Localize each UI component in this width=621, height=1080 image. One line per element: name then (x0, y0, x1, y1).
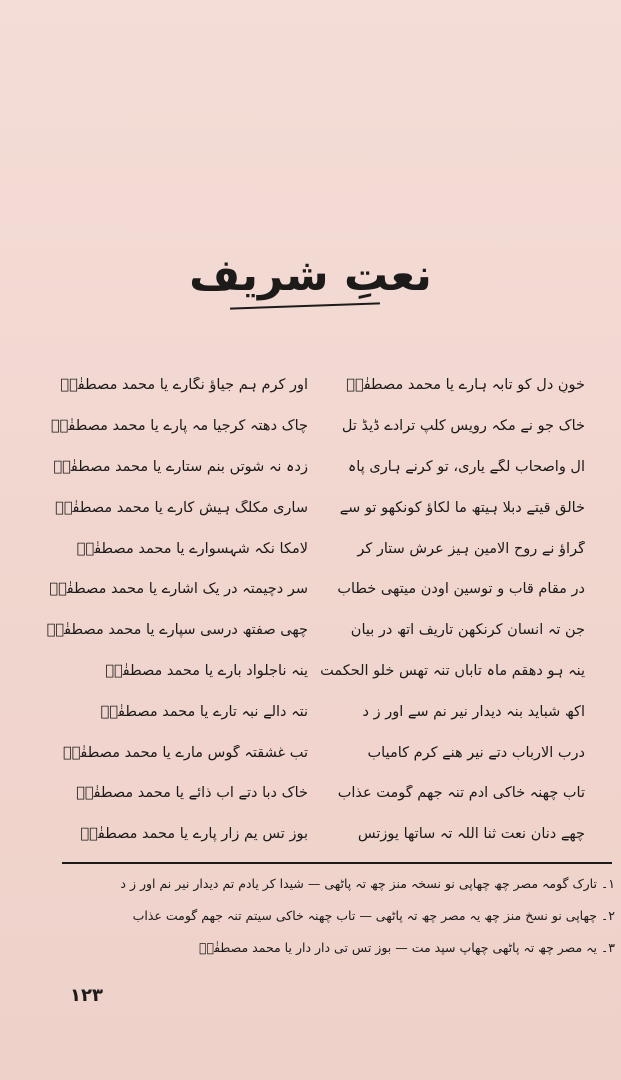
footnote-divider (62, 862, 612, 864)
couplet-first-line: ینہ ہو دھقم ماہ تاباں تنہ تھس خلو الحکمت (320, 662, 585, 679)
couplet-first-line: اکھ شباید بنہ دیدار نیر نم سے اور ز د (362, 703, 585, 720)
couplet-second-line: خاک دبا دتے آب ذائے یا محمد مصطفٰےؐ (76, 785, 308, 802)
page-title: نعتِ شریف (189, 250, 432, 301)
couplet-first-line: در مقام قاب و توسین اودن میتھی خطاب (337, 581, 585, 598)
footnote: ۲۔ چھاپی نو نسخ منز چھ یہ مصر چھ تہ پاٹھی — تاب چھنہ خاکی سیتم تنہ جھم گومت عذاب (132, 908, 615, 923)
couplet (40, 447, 585, 488)
footnotes (60, 868, 615, 964)
couplet (40, 610, 585, 651)
couplet (40, 365, 585, 406)
couplet (40, 569, 585, 610)
couplet (40, 487, 585, 528)
couplet-second-line: نتہ دالے نبہ تارے یا محمد مصطفٰےؐ (100, 703, 308, 720)
couplet-first-line: گراؤ نے روح الامین ہیز عرش ستار کر (357, 540, 585, 557)
couplet-second-line: زدہ نہ شوتں بنم ستارے یا محمد مصطفٰےؐ (53, 458, 308, 475)
couplet-second-line: سر دچیمتہ در یک اشارے یا محمد مصطفٰےؐ (49, 581, 308, 598)
couplet (40, 651, 585, 692)
poem (40, 365, 585, 855)
couplet-second-line: اور کرم ہم جیاؤ نگارے یا محمد مصطفٰےؐ (60, 377, 308, 394)
couplet (40, 814, 585, 855)
couplet-first-line: درب الارباب دتے نیر ھنے کرم کامیاب (367, 744, 585, 761)
couplet-first-line: خاک جو نے مکہ رویس کلپ ترادے ڈیڈ تل (341, 418, 585, 435)
couplet-second-line: چھی صفتھ درسی سپارے یا محمد مصطفٰےؐ (46, 622, 308, 639)
title-underline (230, 302, 380, 309)
couplet-second-line: ساری مکلگ ہیش کارے یا محمد مصطفٰےؐ (55, 499, 308, 516)
footnote: ۳۔ یہ مصر چھ تہ پاٹھی چھاپ سپد مت — بوز تس تی دار دار یا محمد مصطفٰےؐ (199, 940, 615, 955)
footnote: ۱۔ تارک گومہ مصر چھ چھاپی نو نسخہ منز چھ تہ پاٹھی — شیدا کر یادم تم دیدار نیر نم اور ز د (120, 876, 615, 891)
couplet-second-line: بوز تس یم زار پارے یا محمد مصطفٰےؐ (80, 826, 308, 843)
couplet (40, 773, 585, 814)
couplet-first-line: جن تہ انسان کرنکھن تاریف اتھ در بیان (350, 622, 585, 639)
page-number: ۱۲۳ (70, 985, 103, 1006)
couplet (40, 528, 585, 569)
couplet-first-line: خونِ دل کو تابہ ہارے یا محمد مصطفٰےؐ (346, 377, 585, 394)
couplet-second-line: لامکا نکہ شہسوارے یا محمد مصطفٰےؐ (76, 540, 308, 557)
couplet-second-line: چاک دھتہ کرجیا مہ پارے یا محمد مصطفٰےؐ (50, 418, 308, 435)
couplet (40, 691, 585, 732)
couplet-first-line: آل واصحاب لگے یاری، تو کرنے ہاری پاہ (347, 458, 585, 475)
couplet (40, 732, 585, 773)
couplet-second-line: تب غشقتہ گوس مارے یا محمد مصطفٰےؐ (63, 744, 308, 761)
couplet (40, 406, 585, 447)
couplet-second-line: ینہ ناجلواد بارے یا محمد مصطفٰےؐ (105, 662, 308, 679)
couplet-first-line: خالقِ قیتے دبلا ہیتھ ما لکاؤ کونکھو تو سے (339, 499, 585, 516)
couplet-first-line: تاب چھنہ خاکی آدم تنہ جھم گومت عذاب (337, 785, 585, 802)
couplet-first-line: چھے دنان نعت ثنا اللہ تہ ساتھا یوزتس (357, 826, 585, 843)
